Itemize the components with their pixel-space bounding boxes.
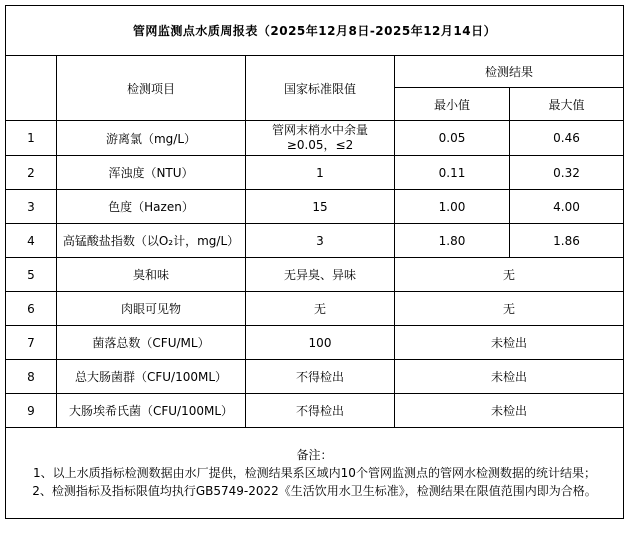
table-row bbox=[6, 224, 624, 258]
limit-cell: 15 bbox=[246, 190, 395, 224]
max-value-cell: 4.00 bbox=[510, 190, 624, 224]
column-header-item: 检测项目 bbox=[57, 56, 246, 121]
table-row bbox=[6, 326, 624, 360]
row-number: 7 bbox=[6, 326, 57, 360]
result-cell: 未检出 bbox=[395, 360, 624, 394]
item-cell: 臭和味 bbox=[57, 258, 246, 292]
limit-cell: 100 bbox=[246, 326, 395, 360]
item-cell: 游离氯（mg/L） bbox=[57, 121, 246, 156]
limit-cell: 管网末梢水中余量≥0.05，≤2 bbox=[246, 121, 395, 156]
row-number: 4 bbox=[6, 224, 57, 258]
item-cell: 菌落总数（CFU/ML） bbox=[57, 326, 246, 360]
table-row bbox=[6, 360, 624, 394]
result-cell: 未检出 bbox=[395, 394, 624, 428]
min-value-cell: 0.05 bbox=[395, 121, 510, 156]
max-value-cell: 1.86 bbox=[510, 224, 624, 258]
row-number: 1 bbox=[6, 121, 57, 156]
item-cell: 色度（Hazen） bbox=[57, 190, 246, 224]
corner-empty-cell bbox=[6, 56, 57, 121]
note-line-2: 2、检测指标及指标限值均执行GB5749-2022《生活饮用水卫生标准》，检测结果在限值范围内即为合格。 bbox=[32, 484, 597, 498]
row-number: 3 bbox=[6, 190, 57, 224]
limit-cell: 1 bbox=[246, 156, 395, 190]
row-number: 2 bbox=[6, 156, 57, 190]
min-value-cell: 1.00 bbox=[395, 190, 510, 224]
table-row bbox=[6, 156, 624, 190]
min-value-cell: 1.80 bbox=[395, 224, 510, 258]
column-header-limit: 国家标准限值 bbox=[246, 56, 395, 121]
column-header-result: 检测结果 bbox=[395, 56, 624, 88]
table-row bbox=[6, 258, 624, 292]
column-header-max: 最大值 bbox=[510, 88, 624, 121]
notes-row bbox=[6, 428, 624, 519]
limit-cell: 不得检出 bbox=[246, 360, 395, 394]
table-row bbox=[6, 394, 624, 428]
result-cell: 无 bbox=[395, 258, 624, 292]
max-value-cell: 0.32 bbox=[510, 156, 624, 190]
min-value-cell: 0.11 bbox=[395, 156, 510, 190]
note-line-1: 1、以上水质指标检测数据由水厂提供，检测结果系区域内10个管网监测点的管网水检测数据的统计结果； bbox=[33, 466, 596, 480]
header-row-top bbox=[6, 56, 624, 88]
limit-cell: 无 bbox=[246, 292, 395, 326]
limit-cell: 无异臭、异味 bbox=[246, 258, 395, 292]
row-number: 5 bbox=[6, 258, 57, 292]
max-value-cell: 0.46 bbox=[510, 121, 624, 156]
report-title: 管网监测点水质周报表（2025年12月8日-2025年12月14日） bbox=[6, 6, 624, 56]
item-cell: 高锰酸盐指数（以O₂计，mg/L） bbox=[57, 224, 246, 258]
table-row bbox=[6, 292, 624, 326]
result-cell: 无 bbox=[395, 292, 624, 326]
item-cell: 大肠埃希氏菌（CFU/100ML） bbox=[57, 394, 246, 428]
limit-cell: 3 bbox=[246, 224, 395, 258]
row-number: 9 bbox=[6, 394, 57, 428]
row-number: 6 bbox=[6, 292, 57, 326]
item-cell: 总大肠菌群（CFU/100ML） bbox=[57, 360, 246, 394]
water-quality-report-table bbox=[5, 5, 624, 519]
notes-label: 备注： bbox=[296, 448, 333, 462]
column-header-min: 最小值 bbox=[395, 88, 510, 121]
notes-cell bbox=[6, 428, 624, 519]
result-cell: 未检出 bbox=[395, 326, 624, 360]
row-number: 8 bbox=[6, 360, 57, 394]
table-row bbox=[6, 190, 624, 224]
limit-cell: 不得检出 bbox=[246, 394, 395, 428]
title-row bbox=[6, 6, 624, 56]
table-row bbox=[6, 121, 624, 156]
item-cell: 肉眼可见物 bbox=[57, 292, 246, 326]
item-cell: 浑浊度（NTU） bbox=[57, 156, 246, 190]
